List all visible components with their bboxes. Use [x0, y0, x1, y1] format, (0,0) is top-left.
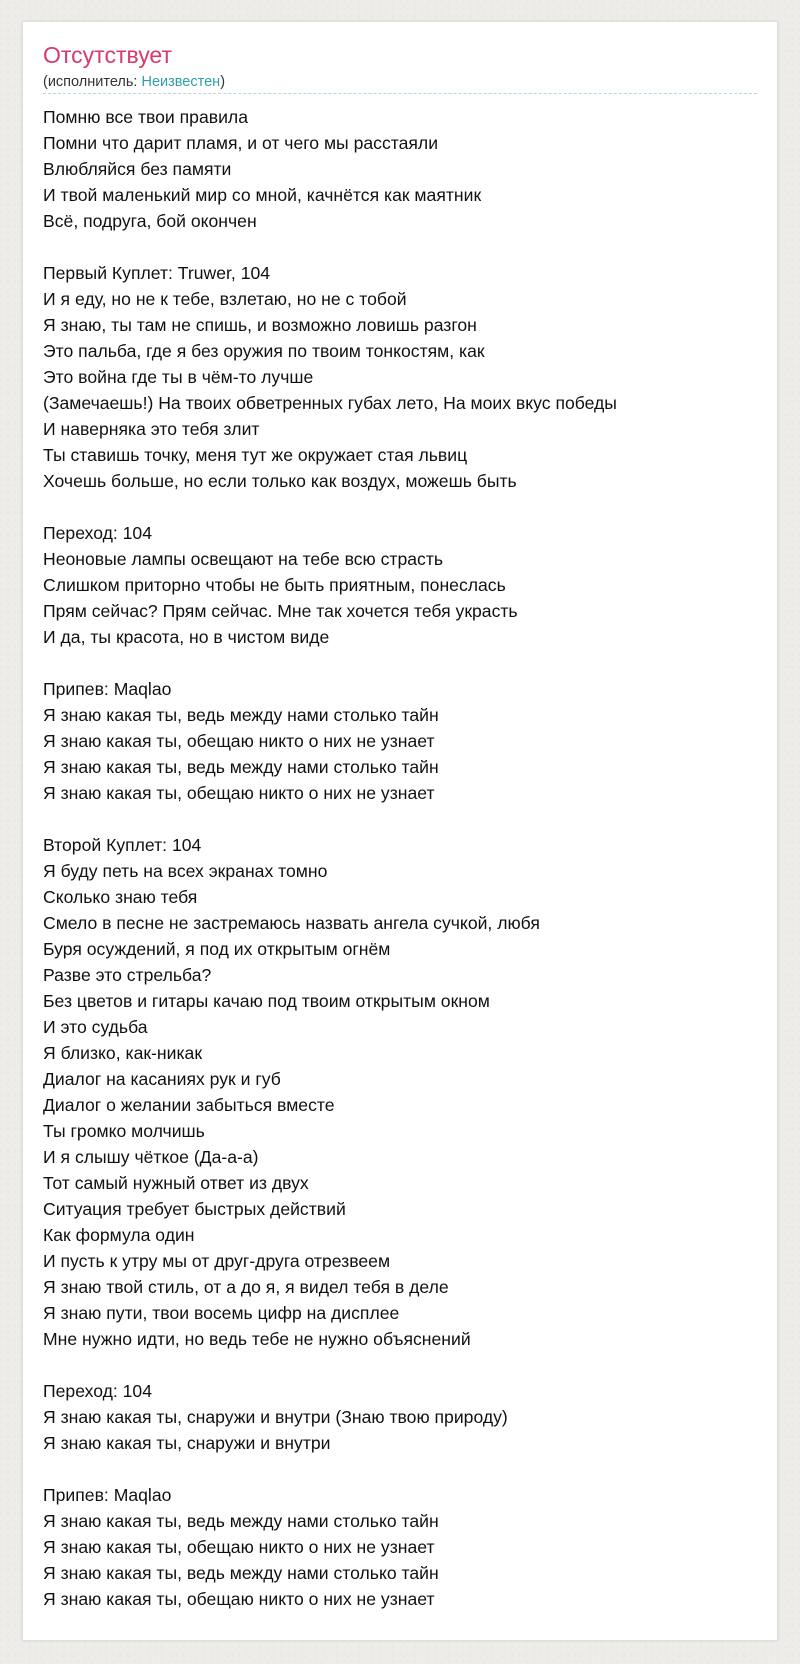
lyrics-line: И да, ты красота, но в чистом виде — [43, 627, 330, 647]
artist-prefix: (исполнитель: — [43, 74, 142, 90]
lyrics-line: Слишком приторно чтобы не быть приятным, понеслась — [43, 575, 506, 595]
artist-suffix: ) — [220, 74, 226, 90]
lyrics-blank-line — [43, 806, 759, 832]
lyrics-line: Я знаю пути, твои восемь цифр на дисплее — [43, 1303, 400, 1323]
song-title: Отсутствует — [43, 42, 172, 68]
lyrics-line: Ты громко молчишь — [43, 1121, 205, 1141]
lyrics-line: Я знаю какая ты, снаружи и внутри (Знаю твою природу) — [43, 1407, 508, 1427]
lyrics-line: Я знаю какая ты, обещаю никто о них не узнает — [43, 731, 435, 751]
lyrics-line: Помни что дарит пламя, и от чего мы расстаяли — [43, 133, 439, 153]
lyrics-line: И это судьба — [43, 1017, 148, 1037]
lyrics-line: Я знаю какая ты, снаружи и внутри — [43, 1433, 331, 1453]
lyrics-line: Сколько знаю тебя — [43, 887, 198, 907]
lyrics-line: Диалог о желании забыться вместе — [43, 1095, 335, 1115]
lyrics-blank-line — [43, 494, 759, 520]
lyrics-line: (Замечаешь!) На твоих обветренных губах лето, На моих вкус победы — [43, 393, 617, 413]
artist-link[interactable]: Неизвестен — [141, 74, 221, 90]
lyrics-line: Всё, подруга, бой окончен — [43, 211, 257, 231]
lyrics-line: Второй Куплет: 104 — [43, 835, 202, 855]
lyrics-line: Ты ставишь точку, меня тут же окружает стая львиц — [43, 445, 468, 465]
lyrics-card — [22, 21, 778, 1641]
artist-line — [43, 73, 225, 91]
lyrics-line: Я близко, как-никак — [43, 1043, 203, 1063]
lyrics-line: Без цветов и гитары качаю под твоим открытым окном — [43, 991, 490, 1011]
lyrics-line: Хочешь больше, но если только как воздух, можешь быть — [43, 471, 517, 491]
dashed-divider — [43, 93, 757, 94]
lyrics-line: Это пальба, где я без оружия по твоим тонкостям, как — [43, 341, 485, 361]
lyrics-line: Это война где ты в чём-то лучше — [43, 367, 314, 387]
lyrics-line: Разве это стрельба? — [43, 965, 212, 985]
lyrics-line: Припев: Maqlao — [43, 679, 172, 699]
lyrics-line: Я знаю какая ты, ведь между нами столько тайн — [43, 705, 439, 725]
lyrics-line: Неоновые лампы освещают на тебе всю страсть — [43, 549, 444, 569]
lyrics-line: Прям сейчас? Прям сейчас. Мне так хочется тебя украсть — [43, 601, 518, 621]
lyrics-line: Тот самый нужный ответ из двух — [43, 1173, 309, 1193]
lyrics-body — [43, 104, 759, 1612]
lyrics-line: Я знаю твой стиль, от а до я, я видел тебя в деле — [43, 1277, 449, 1297]
lyrics-line: Я знаю, ты там не спишь, и возможно ловишь разгон — [43, 315, 477, 335]
lyrics-line: Мне нужно идти, но ведь тебе не нужно объяснений — [43, 1329, 471, 1349]
lyrics-line: Я знаю какая ты, ведь между нами столько тайн — [43, 757, 439, 777]
lyrics-line: Диалог на касаниях рук и губ — [43, 1069, 281, 1089]
lyrics-line: Я знаю какая ты, ведь между нами столько тайн — [43, 1563, 439, 1583]
lyrics-blank-line — [43, 234, 759, 260]
lyrics-line: Я знаю какая ты, обещаю никто о них не узнает — [43, 783, 435, 803]
lyrics-line: Помню все твои правила — [43, 107, 248, 127]
lyrics-blank-line — [43, 1456, 759, 1482]
lyrics-line: И наверняка это тебя злит — [43, 419, 260, 439]
lyrics-line: И я слышу чёткое (Да-а-а) — [43, 1147, 259, 1167]
lyrics-line: Я знаю какая ты, обещаю никто о них не узнает — [43, 1537, 435, 1557]
lyrics-line: Смело в песне не застремаюсь назвать ангела сучкой, любя — [43, 913, 540, 933]
lyrics-line: Буря осуждений, я под их открытым огнём — [43, 939, 391, 959]
lyrics-line: Влюбляйся без памяти — [43, 159, 232, 179]
lyrics-line: И пусть к утру мы от друг-друга отрезвеем — [43, 1251, 391, 1271]
lyrics-line: И я еду, но не к тебе, взлетаю, но не с тобой — [43, 289, 407, 309]
lyrics-line: И твой маленький мир со мной, качнётся как маятник — [43, 185, 482, 205]
lyrics-line: Первый Куплет: Truwer, 104 — [43, 263, 271, 283]
lyrics-blank-line — [43, 650, 759, 676]
lyrics-line: Как формула один — [43, 1225, 195, 1245]
lyrics-line: Я знаю какая ты, обещаю никто о них не узнает — [43, 1589, 435, 1609]
lyrics-line: Ситуация требует быстрых действий — [43, 1199, 346, 1219]
lyrics-line: Припев: Maqlao — [43, 1485, 172, 1505]
lyrics-line: Переход: 104 — [43, 1381, 153, 1401]
lyrics-line: Переход: 104 — [43, 523, 153, 543]
lyrics-line: Я знаю какая ты, ведь между нами столько тайн — [43, 1511, 439, 1531]
lyrics-line: Я буду петь на всех экранах томно — [43, 861, 328, 881]
lyrics-blank-line — [43, 1352, 759, 1378]
